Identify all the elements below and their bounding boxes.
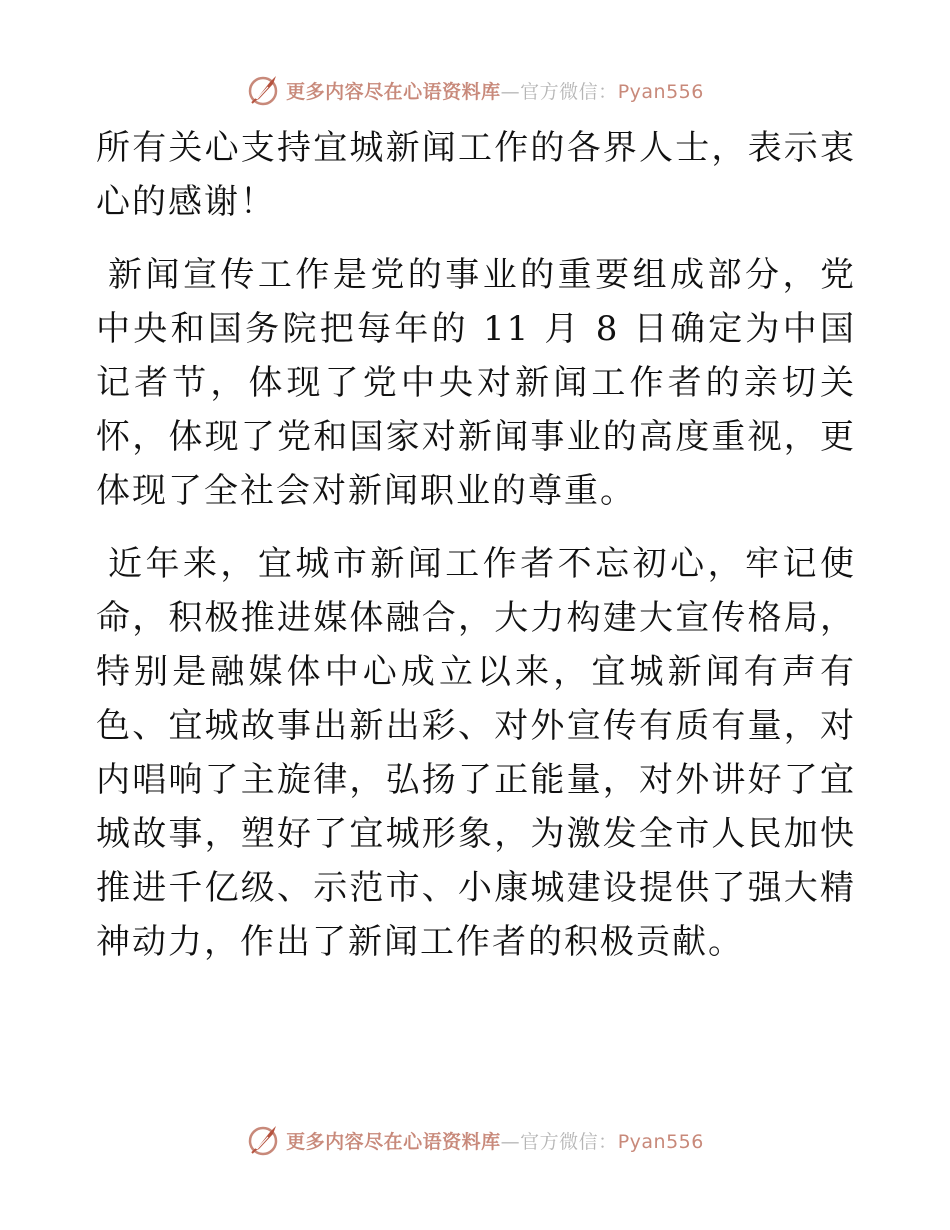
paragraph: 近年来，宜城市新闻工作者不忘初心，牢记使命，积极推进媒体融合，大力构建大宣传格局，特别是融媒体中心成立以来，宜城新闻有声有色、宜城故事出新出彩、对外宣传有质有量，对内唱响了主旋律，弘扬了正能量，对外讲好了宜城故事，塑好了宜城形象，为激发全市人民加快推进千亿级、示范市、小康城建设提供了强大精神动力，作出了新闻工作者的积极贡献。 [96,544,856,962]
watermark-dash: — [500,80,521,103]
document-body [96,121,856,969]
watermark-group [246,72,704,108]
watermark-dash: — [500,1130,521,1153]
watermark-group [246,1122,704,1158]
watermark-wechat-id: Pyan556 [617,1130,704,1153]
watermark-label: 官方微信： [520,1130,618,1153]
watermark-wechat-id: Pyan556 [617,80,704,103]
watermark-label: 官方微信： [520,80,618,103]
paragraph: 所有关心支持宜城新闻工作的各界人士，表示衷心的感谢！ [96,128,856,222]
watermark-brand: 更多内容尽在心语资料库 [286,1130,501,1153]
paragraph: 新闻宣传工作是党的事业的重要组成部分，党中央和国务院把每年的 11 月 8 日确定为中国记者节，体现了党中央对新闻工作者的亲切关怀，体现了党和国家对新闻事业的高度重视，更体现了全社会对新闻职业的尊重。 [96,255,856,511]
footer-watermark [0,1120,950,1160]
quill-pen-logo-icon [246,72,282,108]
watermark-brand: 更多内容尽在心语资料库 [286,80,501,103]
quill-pen-logo-icon [246,1122,282,1158]
header-watermark [0,70,950,110]
